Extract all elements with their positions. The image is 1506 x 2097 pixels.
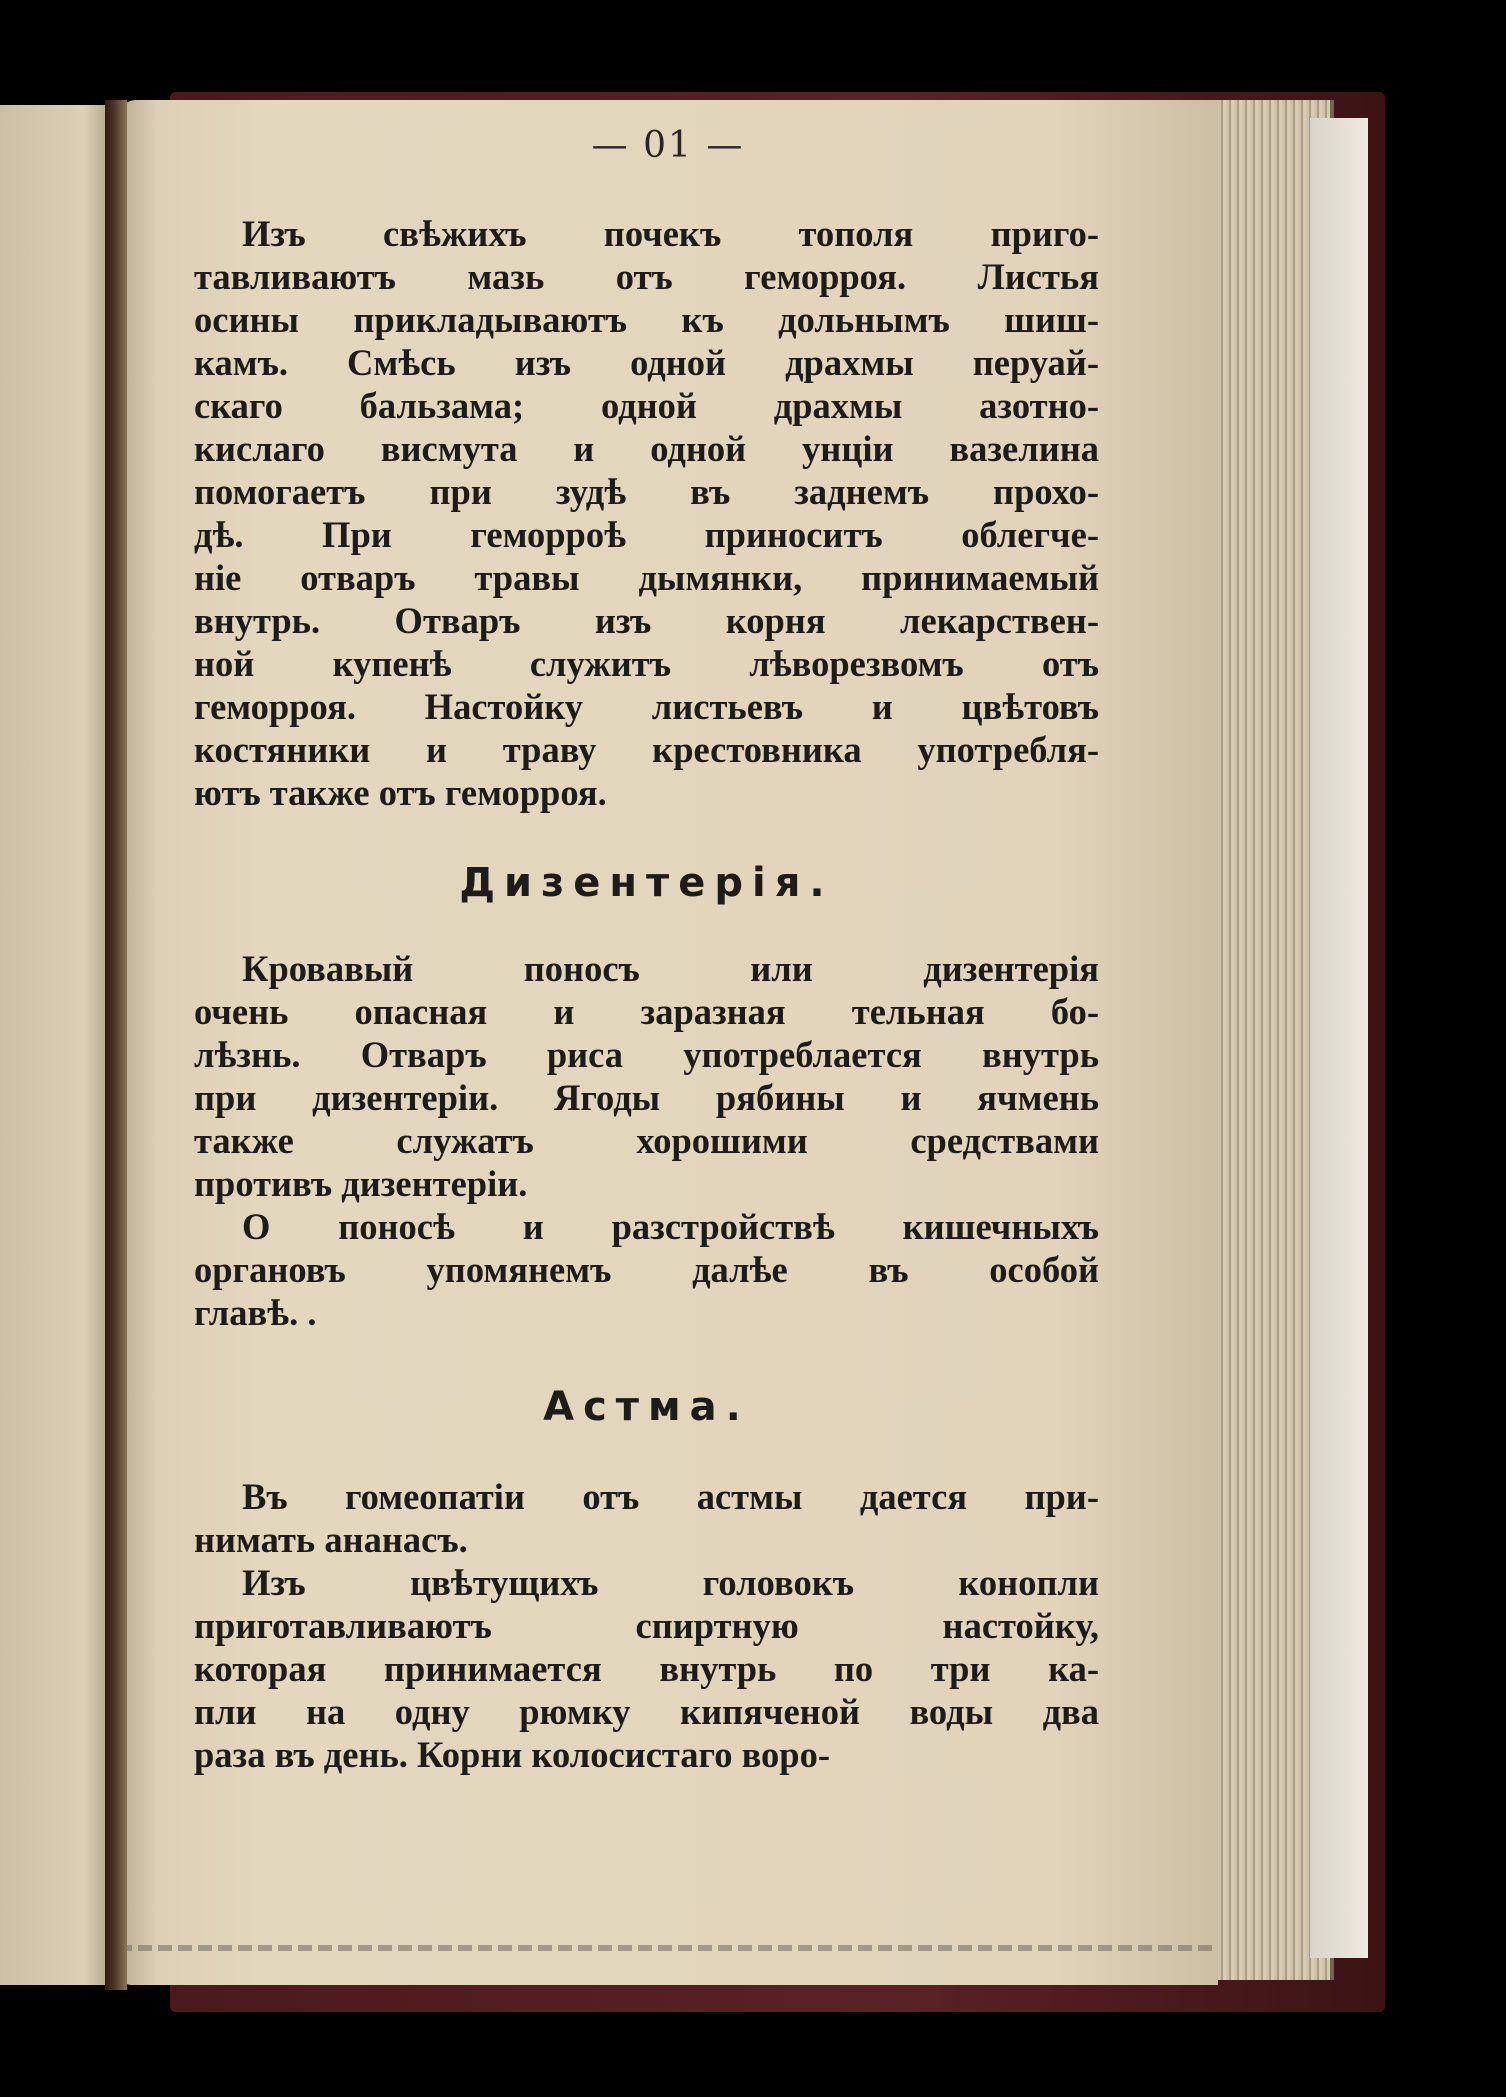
book-gutter: [105, 100, 127, 1990]
text-line: органовъ упомянемъ далѣе въ особой: [194, 1249, 1099, 1290]
left-page-edge: [0, 105, 120, 1985]
text-line: ной купенѣ служитъ лѣворезвомъ отъ: [194, 643, 1099, 684]
text-line: приготавливаютъ спиртную настойку,: [194, 1605, 1099, 1646]
text-line: ніе отваръ травы дымянки, принимаемый: [194, 557, 1099, 598]
text-line: осины прикладываютъ къ дольнымъ шиш-: [194, 299, 1099, 340]
heading-dysentery: Дизентерія.: [459, 860, 834, 906]
paragraph-asthma-1: [194, 1475, 1099, 1561]
paragraph-asthma-2: [194, 1561, 1099, 1776]
text-line: нимать ананасъ.: [194, 1519, 468, 1560]
page-number: — 01 —: [591, 125, 745, 166]
text-line: скаго бальзама; одной драхмы азотно-: [194, 385, 1099, 426]
text-line: геморроя. Настойку листьевъ и цвѣтовъ: [194, 686, 1099, 727]
text-line: кислаго висмута и одной унціи вазелина: [194, 428, 1099, 469]
text-line: внутрь. Отваръ изъ корня лекарствен-: [194, 600, 1099, 641]
text-line: ютъ также отъ геморроя.: [194, 772, 607, 813]
cover-edge-strip: [1310, 118, 1368, 1958]
text-line: при дизентеріи. Ягоды рябины и ячмень: [194, 1077, 1099, 1118]
text-line: противъ дизентеріи.: [194, 1163, 528, 1204]
text-line: очень опасная и заразная тельная бо-: [194, 991, 1099, 1032]
text-line: Изъ цвѣтущихъ головокъ конопли: [242, 1562, 1099, 1603]
text-line: помогаетъ при зудѣ въ заднемъ прохо-: [194, 471, 1099, 512]
text-line: также служатъ хорошими средствами: [194, 1120, 1099, 1161]
text-line: костяники и траву крестовника употребля-: [194, 729, 1099, 770]
heading-asthma: Астма.: [543, 1384, 750, 1430]
text-line: раза въ день. Корни колосистаго воро-: [194, 1734, 830, 1775]
text-line: тавливаютъ мазь отъ геморроя. Листья: [194, 256, 1099, 297]
text-line: Изъ свѣжихъ почекъ тополя приго-: [242, 213, 1099, 254]
text-line: лѣзнь. Отваръ риса употреблается внутрь: [194, 1034, 1099, 1075]
text-line: пли на одну рюмку кипяченой воды два: [194, 1691, 1099, 1732]
page-body: [194, 212, 1099, 1776]
bottom-rule: [118, 1945, 1218, 1951]
paragraph-hemorrhoids: [194, 212, 1099, 814]
text-line: Въ гомеопатіи отъ астмы дается при-: [242, 1476, 1099, 1517]
text-line: О поносѣ и разстройствѣ кишечныхъ: [242, 1206, 1099, 1247]
text-line: дѣ. При геморроѣ приноситъ облегче-: [194, 514, 1099, 555]
paragraph-dysentery-1: [194, 947, 1099, 1205]
right-page: [118, 100, 1218, 1985]
text-line: камъ. Смѣсь изъ одной драхмы перуай-: [194, 342, 1099, 383]
text-line: главѣ. .: [194, 1292, 317, 1333]
paragraph-dysentery-2: [194, 1205, 1099, 1334]
text-line: Кровавый поносъ или дизентерія: [242, 948, 1099, 989]
text-line: которая принимается внутрь по три ка-: [194, 1648, 1099, 1689]
